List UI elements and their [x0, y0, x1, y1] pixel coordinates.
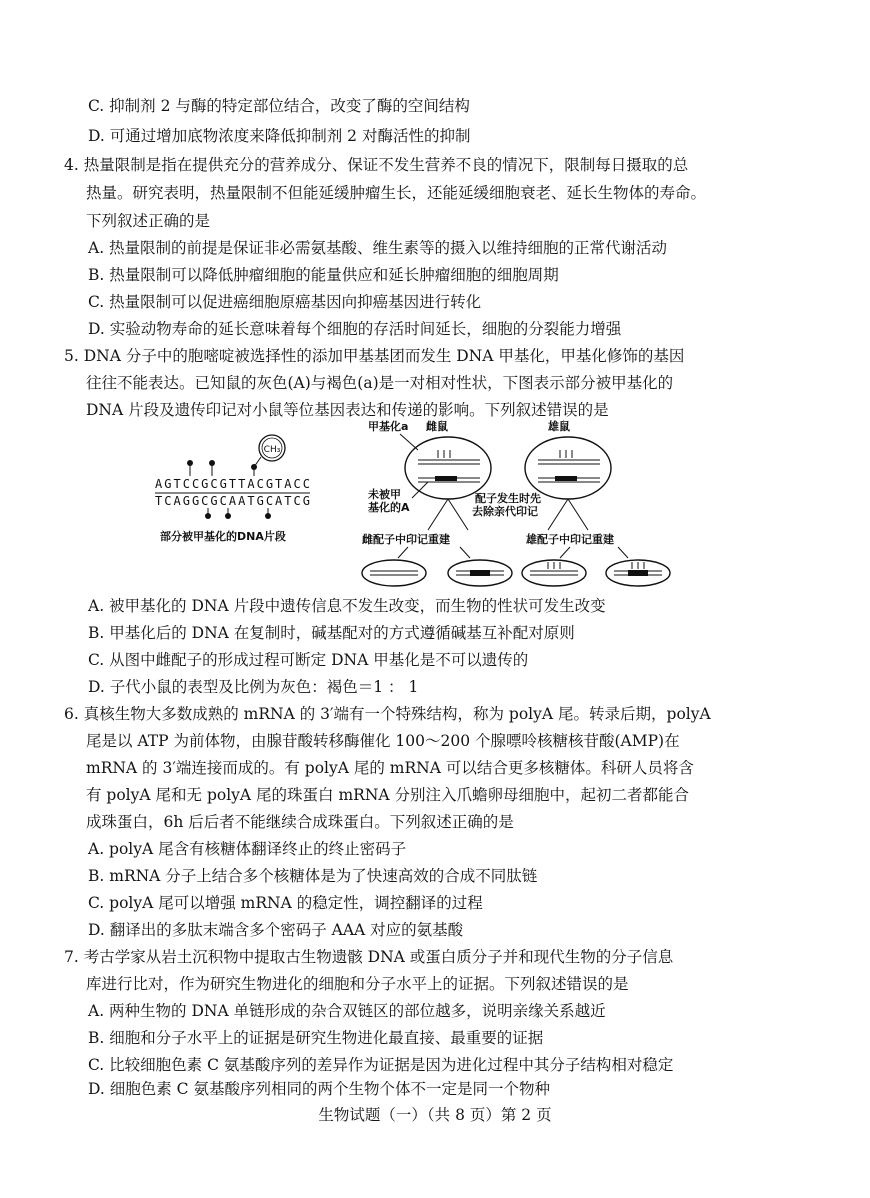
q6-stem-line3: mRNA 的 3′端连接而成的。有 polyA 尾的 mRNA 可以结合更多核糖体。科研人员将含	[86, 759, 694, 777]
page-footer: 生物试题（一）（共 8 页）第 2 页	[318, 1106, 552, 1124]
q7-option-b: B. 细胞和分子水平上的证据是研究生物进化最直接、最重要的证据	[88, 1029, 544, 1047]
q4-option-a: A. 热量限制的前提是保证非必需氨基酸、维生素等的摄入以维持细胞的正常代谢活动	[88, 239, 668, 257]
male-gamete-cell-1	[522, 560, 586, 586]
q5-stem-line1: 5. DNA 分子中的胞嘧啶被选择性的添加甲基基团而发生 DNA 甲基化，甲基化修饰的基因	[64, 347, 685, 365]
q4-stem-line3: 下列叙述正确的是	[86, 212, 211, 230]
q6-option-d: D. 翻译出的多肽末端含多个密码子 AAA 对应的氨基酸	[88, 921, 464, 939]
male-gamete-label: 雄配子中印记重建	[526, 533, 614, 546]
q6-stem-line1: 6. 真核生物大多数成熟的 mRNA 的 3′端有一个特殊结构，称为 polyA 尾。转录后期，polyA	[64, 705, 711, 723]
q7-option-a: A. 两种生物的 DNA 单链形成的杂合双链区的部位越多，说明亲缘关系越近	[88, 1002, 606, 1020]
q5-option-d: D. 子代小鼠的表型及比例为灰色：褐色＝1 ： 1	[88, 678, 419, 696]
q6-stem-line5: 成珠蛋白，6h 后后者不能继续合成珠蛋白。下列叙述正确的是	[86, 813, 514, 831]
q7-option-d: D. 细胞色素 C 氨基酸序列相同的两个生物个体不一定是同一个物种	[88, 1080, 550, 1098]
unmethylated-a-label-1: 未被甲	[368, 488, 401, 501]
ch3-label: CH₃	[263, 445, 281, 455]
q5-stem-line3: DNA 片段及遗传印记对小鼠等位基因表达和传递的影响。下列叙述错误的是	[86, 401, 609, 419]
q7-stem-line1: 7. 考古学家从岩土沉积物中提取古生物遗骸 DNA 或蛋白质分子并和现代生物的分子信息	[64, 948, 674, 966]
q6-stem-line4: 有 polyA 尾和无 polyA 尾的珠蛋白 mRNA 分别注入爪蟾卵母细胞中，起初二者都能合	[86, 786, 690, 804]
q3-option-d: D. 可通过增加底物浓度来降低抑制剂 2 对酶活性的抑制	[88, 127, 471, 145]
q7-stem-line2: 库进行比对，作为研究生物进化的细胞和分子水平上的证据。下列叙述错误的是	[86, 975, 629, 993]
male-label: 雄鼠	[548, 420, 570, 433]
q4-option-d: D. 实验动物寿命的延长意味着每个细胞的存活时间延长，细胞的分裂能力增强	[88, 320, 622, 338]
female-gamete-cell-1	[362, 560, 426, 586]
dna-methylation-diagram	[150, 412, 750, 592]
female-gamete-label: 雌配子中印记重建	[362, 533, 450, 546]
q6-stem-line2: 尾是以 ATP 为前体物，由腺苷酸转移酶催化 100～200 个腺嘌呤核糖核苷酸(AMP)在	[86, 732, 680, 750]
dna-fragment	[155, 435, 310, 543]
female-gamete-cell-2	[448, 560, 512, 586]
q5-option-c: C. 从图中雌配子的形成过程可断定 DNA 甲基化是不可以遗传的	[88, 651, 529, 669]
q5-option-a: A. 被甲基化的 DNA 片段中遗传信息不发生改变，而生物的性状可发生改变	[88, 597, 606, 615]
q7-option-c: C. 比较细胞色素 C 氨基酸序列的差异作为证据是因为进化过程中其分子结构相对稳定	[88, 1056, 674, 1074]
gamete-note-1: 配子发生时先	[475, 492, 541, 505]
q4-option-b: B. 热量限制可以降低肿瘤细胞的能量供应和延长肿瘤细胞的细胞周期	[88, 266, 559, 284]
q6-option-b: B. mRNA 分子上结合多个核糖体是为了快速高效的合成不同肽链	[88, 867, 538, 885]
gamete-note-2: 去除亲代印记	[472, 505, 538, 518]
strand-top: AGTCCGCGTTACGTACC	[155, 477, 310, 491]
q5-option-b: B. 甲基化后的 DNA 在复制时，碱基配对的方式遵循碱基互补配对原则	[88, 624, 575, 642]
female-label: 雌鼠	[426, 420, 448, 433]
male-gamete-cell-2	[606, 560, 670, 586]
q4-option-c: C. 热量限制可以促进癌细胞原癌基因向抑癌基因进行转化	[88, 293, 482, 311]
unmethylated-a-label-2: 基化的A	[368, 501, 410, 514]
female-mouse-cell	[368, 419, 491, 499]
q5-stem-line2: 往往不能表达。已知鼠的灰色(A)与褐色(a)是一对相对性状，下图表示部分被甲基化的	[86, 374, 674, 392]
q4-stem-line2: 热量。研究表明，热量限制不但能延缓肿瘤生长，还能延缓细胞衰老、延长生物体的寿命。	[86, 184, 707, 202]
q6-option-a: A. polyA 尾含有核糖体翻译终止的终止密码子	[88, 840, 407, 858]
fragment-caption: 部分被甲基化的DNA片段	[160, 530, 286, 543]
strand-bottom: TCAGGCGCAATGCATCG	[155, 494, 310, 508]
male-mouse-cell	[525, 419, 611, 499]
methylated-a-label: 甲基化a	[368, 420, 409, 433]
q6-option-c: C. polyA 尾可以增强 mRNA 的稳定性，调控翻译的过程	[88, 894, 483, 912]
q3-option-c: C. 抑制剂 2 与酶的特定部位结合，改变了酶的空间结构	[88, 97, 470, 115]
q4-stem-line1: 4. 热量限制是指在提供充分的营养成分、保证不发生营养不良的情况下，限制每日摄取的总	[64, 156, 689, 174]
